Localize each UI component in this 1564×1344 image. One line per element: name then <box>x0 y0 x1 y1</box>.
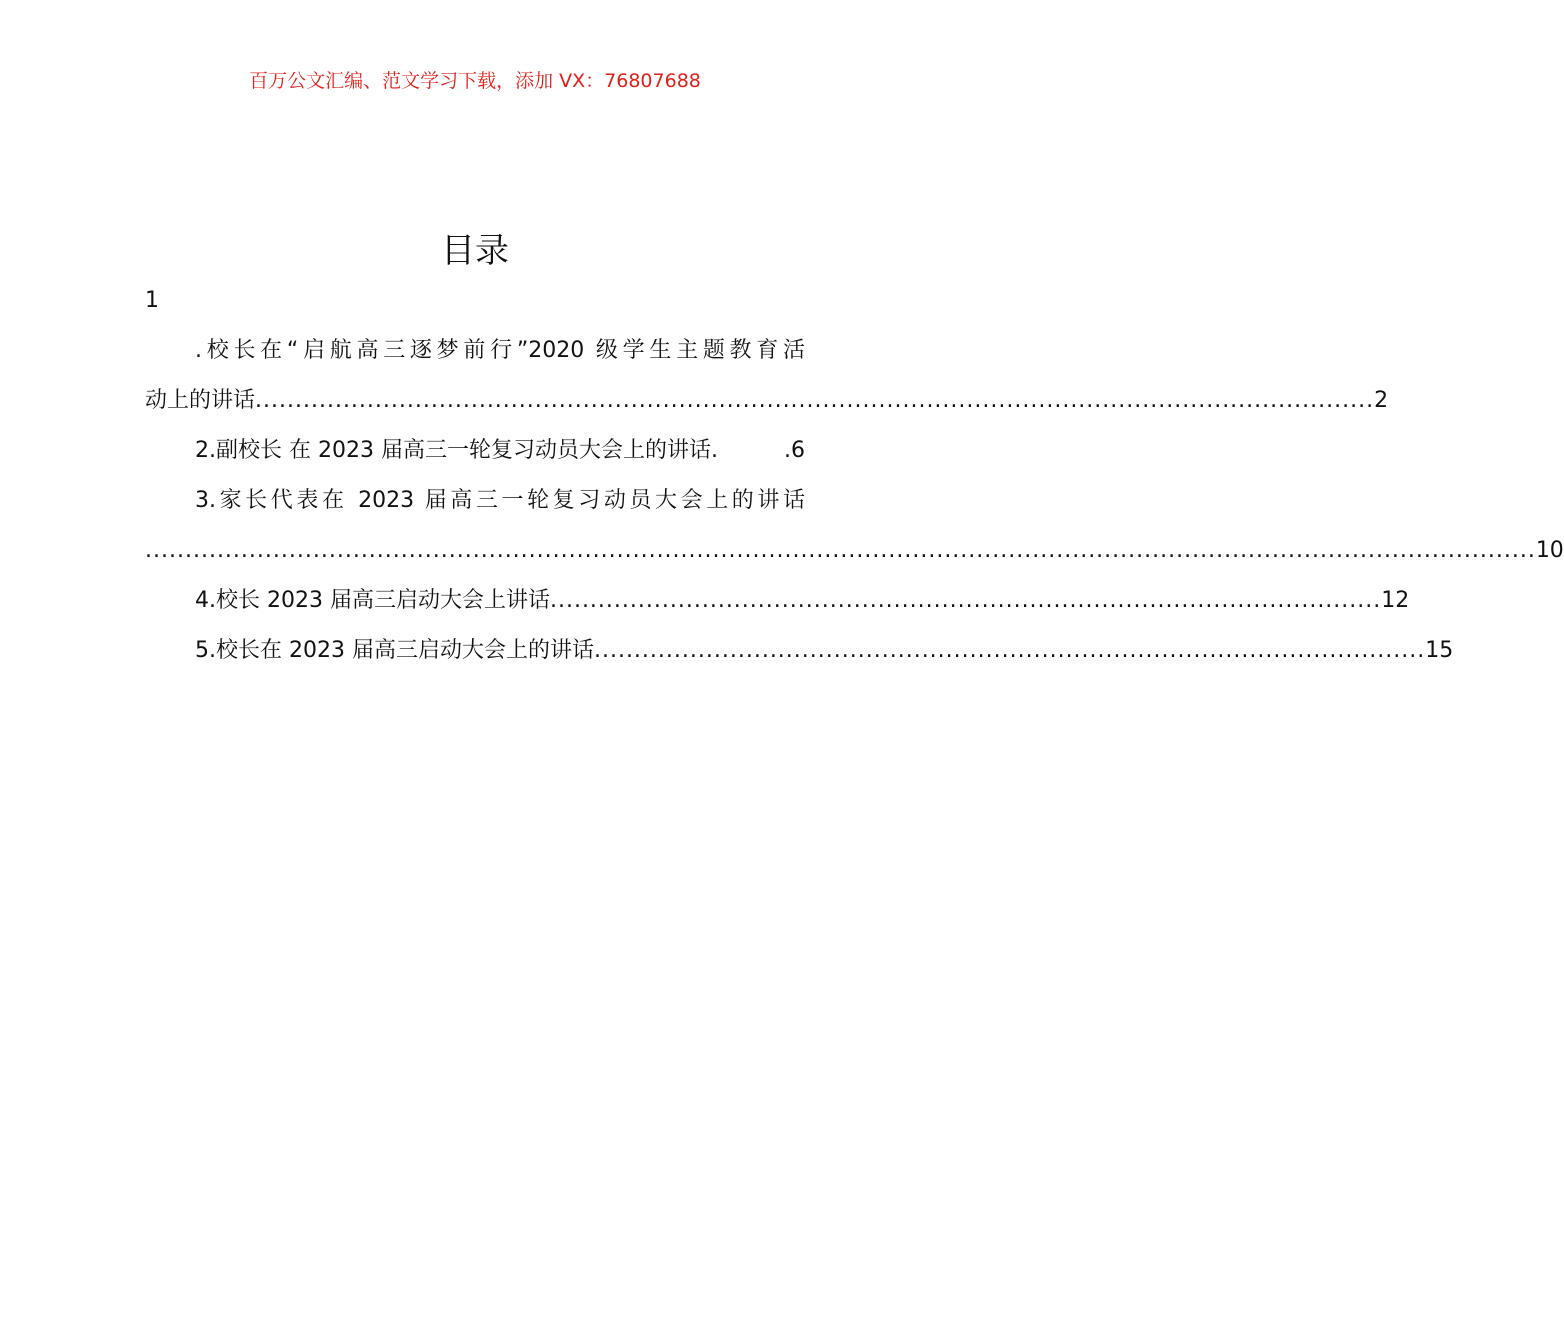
toc-entry-4[interactable] <box>195 576 1410 626</box>
toc-entry-title: 3.家长代表在 2023 届高三一轮复习动员大会上的讲话 <box>195 488 805 513</box>
toc-leader-dots: ............................................................................................................................................ <box>255 388 1375 413</box>
toc-entry-title: 2.副校长 在 2023 届高三一轮复习动员大会上的讲话. <box>195 438 718 463</box>
toc-title: 目录 <box>441 231 509 271</box>
toc-entry-page: 12 <box>1381 588 1410 613</box>
toc-entry-number: 1 <box>145 288 159 313</box>
toc-entry-title: 4.校长 2023 届高三启动大会上讲话 <box>195 588 550 613</box>
toc-leader-dots: ........................................................................................................ <box>549 588 1382 613</box>
toc-entry-page: 10 <box>1535 538 1564 563</box>
toc-entry-2[interactable] <box>195 426 805 476</box>
toc-entry-1-number <box>145 276 805 326</box>
toc-entry-page: .6 <box>784 438 805 463</box>
toc-entry-page: 15 <box>1425 638 1454 663</box>
toc-leader-dots: .............................................................................................................................................................................. <box>145 538 1536 563</box>
toc-entry-title: .校长在“启航高三逐梦前行”2020 级学生主题教育活 <box>195 338 805 363</box>
toc-entry-5[interactable] <box>195 626 1454 676</box>
toc-entry-3-line1[interactable] <box>195 476 805 526</box>
toc-leader-dots: ........................................................................................................ <box>593 638 1426 663</box>
header-banner: 百万公文汇编、范文学习下载，添加 VX：76807688 <box>249 70 701 92</box>
toc-entry-1-line2[interactable] <box>145 376 1389 426</box>
toc-entry-1-line1[interactable] <box>195 326 805 376</box>
toc-entry-3-line2[interactable] <box>145 526 1564 576</box>
toc-entry-title: 动上的讲话 <box>145 388 256 413</box>
toc-entry-page: 2 <box>1374 388 1389 413</box>
toc-entry-title: 5.校长在 2023 届高三启动大会上的讲话 <box>195 638 594 663</box>
